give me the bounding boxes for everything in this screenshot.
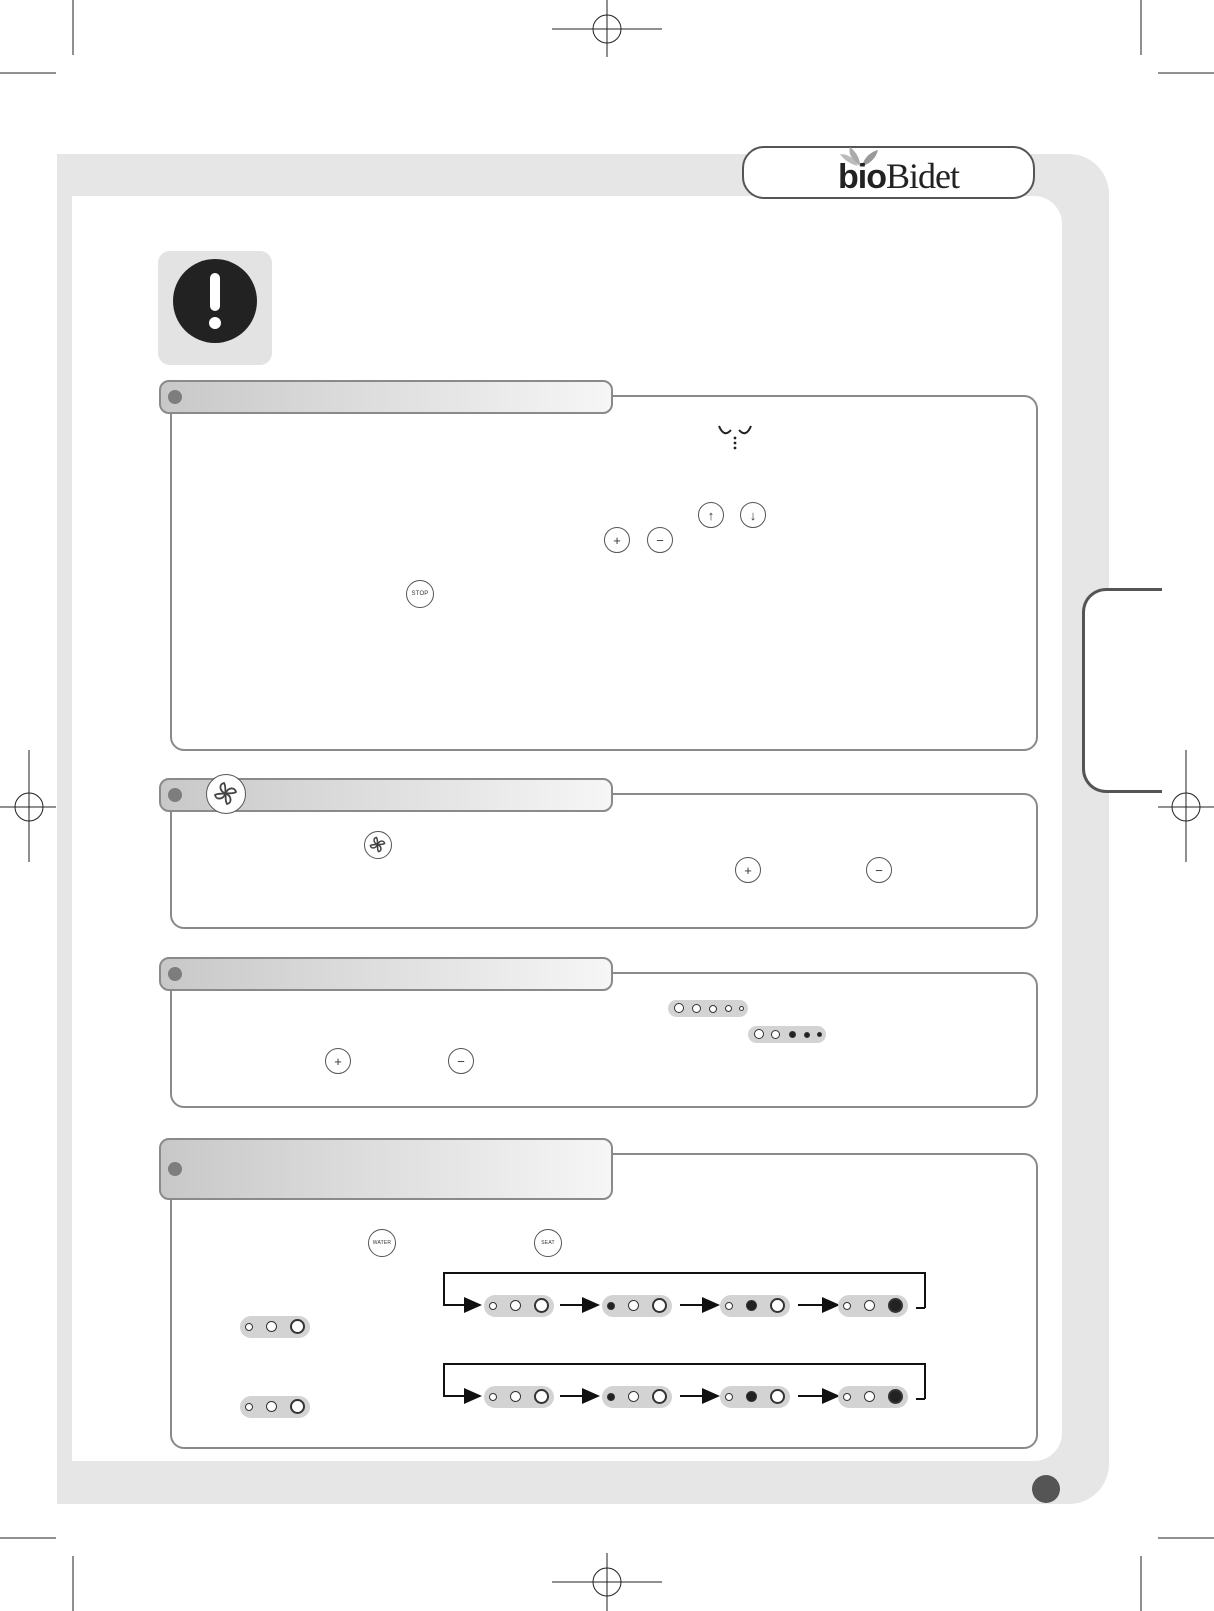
- indicator-light: [245, 1403, 253, 1411]
- registration-target-right: [1158, 750, 1214, 862]
- indicator-light: [843, 1393, 851, 1401]
- water-level-2: [720, 1295, 790, 1317]
- indicator-light: [804, 1032, 810, 1038]
- indicator-light: [266, 1321, 277, 1332]
- dryer-plus-button[interactable]: +: [735, 857, 761, 883]
- section-bullet: [168, 1162, 182, 1176]
- indicator-light: [864, 1300, 875, 1311]
- indicator-light: [290, 1399, 305, 1414]
- indicator-light: [754, 1029, 764, 1039]
- pressure-plus-button[interactable]: +: [604, 527, 630, 553]
- indicator-light: [290, 1319, 305, 1334]
- section-temperature-header: [159, 1138, 613, 1200]
- indicator-light: [770, 1389, 785, 1404]
- chapter-side-tab: [1082, 588, 1162, 793]
- section-wash-box: [170, 395, 1038, 751]
- indicator-light: [770, 1298, 785, 1313]
- section-bullet: [168, 967, 182, 981]
- indicator-light: [489, 1302, 497, 1310]
- water-level-3: [838, 1295, 908, 1317]
- pressure-plus-button[interactable]: +: [325, 1048, 351, 1074]
- indicator-light: [771, 1030, 780, 1039]
- indicator-light: [652, 1298, 667, 1313]
- indicator-light: [725, 1005, 732, 1012]
- registration-target-top: [552, 0, 662, 57]
- water-level-1: [602, 1295, 672, 1317]
- fan-icon: [364, 831, 392, 859]
- dryer-minus-button[interactable]: −: [866, 857, 892, 883]
- section-pressure-box: [170, 972, 1038, 1108]
- seat-level-2: [720, 1386, 790, 1408]
- indicator-light: [266, 1401, 277, 1412]
- indicator-light: [725, 1302, 733, 1310]
- exclamation-icon: [173, 259, 257, 343]
- pressure-minus-button[interactable]: −: [448, 1048, 474, 1074]
- registration-target-bottom: [552, 1553, 662, 1611]
- indicator-light: [607, 1393, 615, 1401]
- indicator-light: [725, 1393, 733, 1401]
- indicator-light: [888, 1298, 903, 1313]
- fan-icon: [206, 774, 246, 814]
- pressure-indicator-low: [668, 1000, 748, 1017]
- pressure-indicator-mid: [748, 1026, 826, 1043]
- indicator-light: [510, 1391, 521, 1402]
- page-number-badge: [1032, 1475, 1060, 1503]
- indicator-light: [652, 1389, 667, 1404]
- section-wash-header: [159, 380, 613, 414]
- logo-bidet: Bidet: [885, 156, 959, 196]
- crop-mark-top-right: [1141, 0, 1214, 73]
- brand-logo: [838, 155, 959, 197]
- indicator-light: [692, 1004, 701, 1013]
- indicator-light: [489, 1393, 497, 1401]
- water-temperature-button[interactable]: WATER: [368, 1229, 396, 1257]
- section-bullet: [168, 788, 182, 802]
- position-up-button[interactable]: ↑: [698, 502, 724, 528]
- stop-button[interactable]: STOP: [406, 580, 434, 608]
- indicator-light: [864, 1391, 875, 1402]
- indicator-light: [746, 1391, 757, 1402]
- water-temperature-indicator: [240, 1316, 310, 1338]
- indicator-light: [817, 1032, 822, 1037]
- indicator-light: [674, 1003, 684, 1013]
- section-bullet: [168, 390, 182, 404]
- registration-target-left: [0, 750, 56, 862]
- indicator-light: [843, 1302, 851, 1310]
- seat-temperature-button[interactable]: SEAT: [534, 1229, 562, 1257]
- indicator-light: [789, 1031, 796, 1038]
- section-dryer-box: [170, 793, 1038, 929]
- seat-level-off: [484, 1386, 554, 1408]
- indicator-light: [534, 1389, 549, 1404]
- indicator-light: [628, 1391, 639, 1402]
- seat-temperature-indicator: [240, 1396, 310, 1418]
- seat-level-3: [838, 1386, 908, 1408]
- section-pressure-header: [159, 957, 613, 991]
- pressure-minus-button[interactable]: −: [647, 527, 673, 553]
- indicator-light: [245, 1323, 253, 1331]
- indicator-light: [739, 1006, 744, 1011]
- logo-bio: bio: [838, 158, 886, 196]
- water-level-off: [484, 1295, 554, 1317]
- indicator-light: [607, 1302, 615, 1310]
- crop-mark-bottom-right: [1141, 1538, 1214, 1611]
- nozzle-spray-icon: [716, 420, 754, 452]
- indicator-light: [746, 1300, 757, 1311]
- position-down-button[interactable]: ↓: [740, 502, 766, 528]
- seat-level-1: [602, 1386, 672, 1408]
- indicator-light: [628, 1300, 639, 1311]
- crop-mark-bottom-left: [0, 1538, 73, 1611]
- indicator-light: [709, 1005, 717, 1013]
- indicator-light: [888, 1389, 903, 1404]
- indicator-light: [534, 1298, 549, 1313]
- indicator-light: [510, 1300, 521, 1311]
- crop-mark-top-left: [0, 0, 73, 73]
